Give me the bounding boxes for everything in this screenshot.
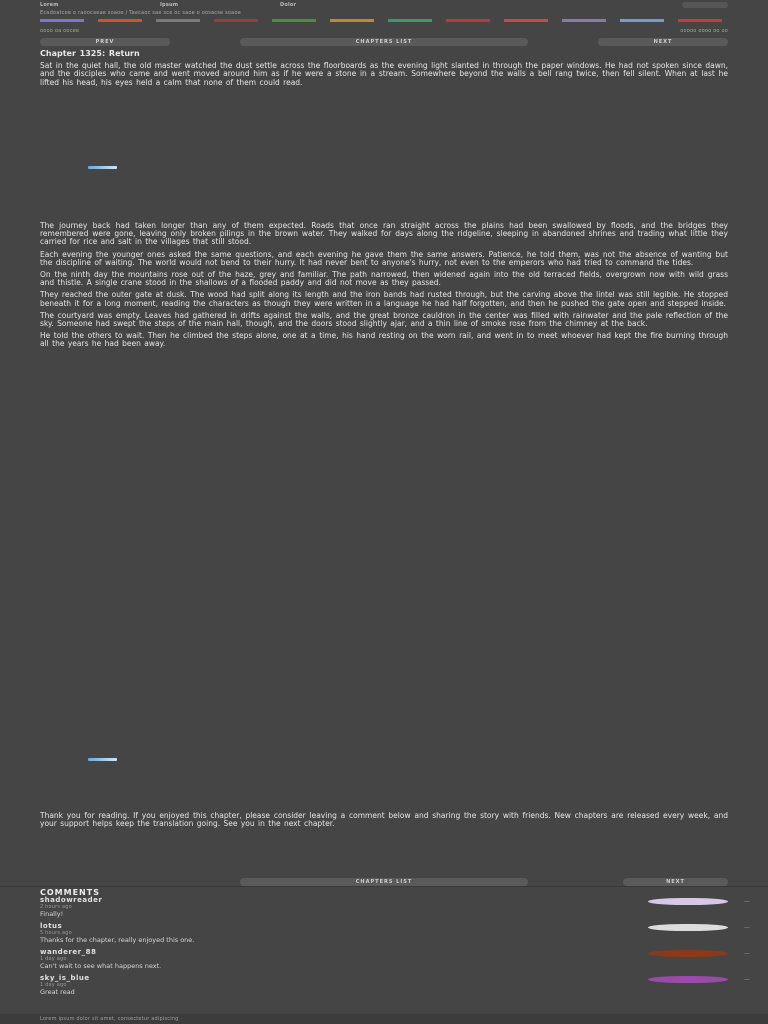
genre-tags [40,19,728,24]
chapters-list-button[interactable]: CHAPTERS LIST [240,878,528,886]
comment-text: Finally! [40,910,64,918]
status-right: ooooo oooo oo oo [680,28,728,34]
genre-tag[interactable] [562,19,606,22]
intro-text: Sat in the quiet hall, the old master watched the dust settle across the floorboards as the evening light slanted in through the paper windows. He had not spoken since dawn, and the disciples who came and went moved around him as if he were a stone in a stream. Somewhere beyond the walls a bell rang twice, then fell silent. When at last he lifted his head, his eyes held a calm that none of them could read. [40,61,728,87]
comment-item [40,922,750,946]
top-link-2[interactable]: Ipsum [160,2,179,8]
ad-marker [88,758,117,761]
genre-tag[interactable] [272,19,316,22]
avatar[interactable] [648,924,728,931]
paragraph: The journey back had taken longer than any of them expected. Roads that once ran straight across the plains had been swallowed by floods, and the bridges they remembered were gone, leaving only broken pilings in the brown water. They walked for days along the ridgeline, sleeping in abandoned shrines and trading what little they carried for rice and salt in the villages that still stood. [40,221,728,247]
genre-tag[interactable] [620,19,664,22]
chapters-list-button[interactable]: CHAPTERS LIST [240,38,528,46]
chapter-intro [40,50,728,91]
chapter-nav-top [40,38,728,47]
reply-icon[interactable]: — [744,898,750,905]
chapter-nav-bottom [40,878,728,887]
paragraph: Each evening the younger ones asked the same questions, and each evening he gave them the same answers. Patience, he told them, was not the absence of wanting but the discipline of waiting. The world would not bend to their hurry. It had never bent to anyone's hurry, not even to the emperors who had tried to command the tides. [40,249,728,267]
paragraph: He told the others to wait. Then he climbed the steps alone, one at a time, his hand resting on the worn rail, and went in to meet whoever had kept the fire burning through all the years he had been away. [40,331,728,349]
reply-icon[interactable]: — [744,976,750,983]
comment-username[interactable]: shadowreader [40,896,103,904]
comment-item [40,896,750,920]
reply-icon[interactable]: — [744,950,750,957]
avatar[interactable] [648,950,728,957]
ad-marker [88,166,117,169]
genre-tag[interactable] [678,19,722,22]
genre-tag[interactable] [98,19,142,22]
comment-item [40,974,750,998]
genre-tag[interactable] [388,19,432,22]
next-button[interactable]: NEXT [598,38,728,46]
comment-time: 5 hours ago [40,930,72,936]
status-left: oooo oa oocee [40,28,80,34]
avatar[interactable] [648,898,728,905]
reply-icon[interactable]: — [744,924,750,931]
comments-heading: COMMENTS [40,888,100,897]
status-line [40,28,728,34]
footer-text: Lorem ipsum dolor sit amet, consectetur adipiscing [40,1016,179,1022]
genre-tag[interactable] [214,19,258,22]
search-button[interactable] [682,2,728,8]
comment-time: 2 hours ago [40,904,72,910]
genre-tag[interactable] [40,19,84,22]
genre-tag[interactable] [330,19,374,22]
comment-time: 1 day ago [40,982,67,988]
prev-button[interactable]: PREV [40,38,170,46]
genre-tag[interactable] [504,19,548,22]
outro-text: Thank you for reading. If you enjoyed this chapter, please consider leaving a comment below and sharing the story with friends. New chapters are released every week, and your support helps keep the translation going. See you in the next chapter. [40,811,728,829]
comment-text: Great read [40,988,75,996]
footer [0,1014,768,1024]
genre-tag[interactable] [446,19,490,22]
chapter-body [40,222,728,353]
chapter-title: Chapter 1325: Return [40,49,140,58]
comment-item [40,948,750,972]
top-link-3[interactable]: Dolor [280,2,297,8]
genre-tag[interactable] [156,19,200,22]
top-bar [40,2,728,10]
paragraph: They reached the outer gate at dusk. The wood had split along its length and the iron bands had rusted through, but the carving above the lintel was still legible. He stopped beneath it for a long moment, reading the characters as though they were written in a language he had half forgotten, and then he pushed the gate open and stepped inside. [40,290,728,308]
comment-time: 1 day ago [40,956,67,962]
chapter-outro [40,812,728,832]
novel-meta: Ecadoatcoe o raoocaeae soaoe / Taecaoc sae sce oc saoe o oosacse soaoe [40,10,241,16]
avatar[interactable] [648,976,728,983]
comment-text: Can't wait to see what happens next. [40,962,162,970]
paragraph: The courtyard was empty. Leaves had gathered in drifts against the walls, and the great bronze cauldron in the center was filled with rainwater and the pale reflection of the sky. Someone had swept the steps of the main hall, though, and the doors stood slightly ajar, and a thin line of smoke rose from the chimney at the back. [40,310,728,329]
next-button[interactable]: NEXT [623,878,728,886]
paragraph: On the ninth day the mountains rose out of the haze, grey and familiar. The path narrowed, then widened again into the old terraced fields, overgrown now with wild grass and thistle. A single crane stood in the shallows of a flooded paddy and did not move as they passed. [40,270,728,288]
comment-username[interactable]: sky_is_blue [40,974,90,982]
top-link-1[interactable]: Lorem [40,2,59,8]
comment-username[interactable]: lotus [40,922,63,930]
comment-text: Thanks for the chapter, really enjoyed this one. [40,936,195,944]
comment-username[interactable]: wanderer_88 [40,948,97,956]
